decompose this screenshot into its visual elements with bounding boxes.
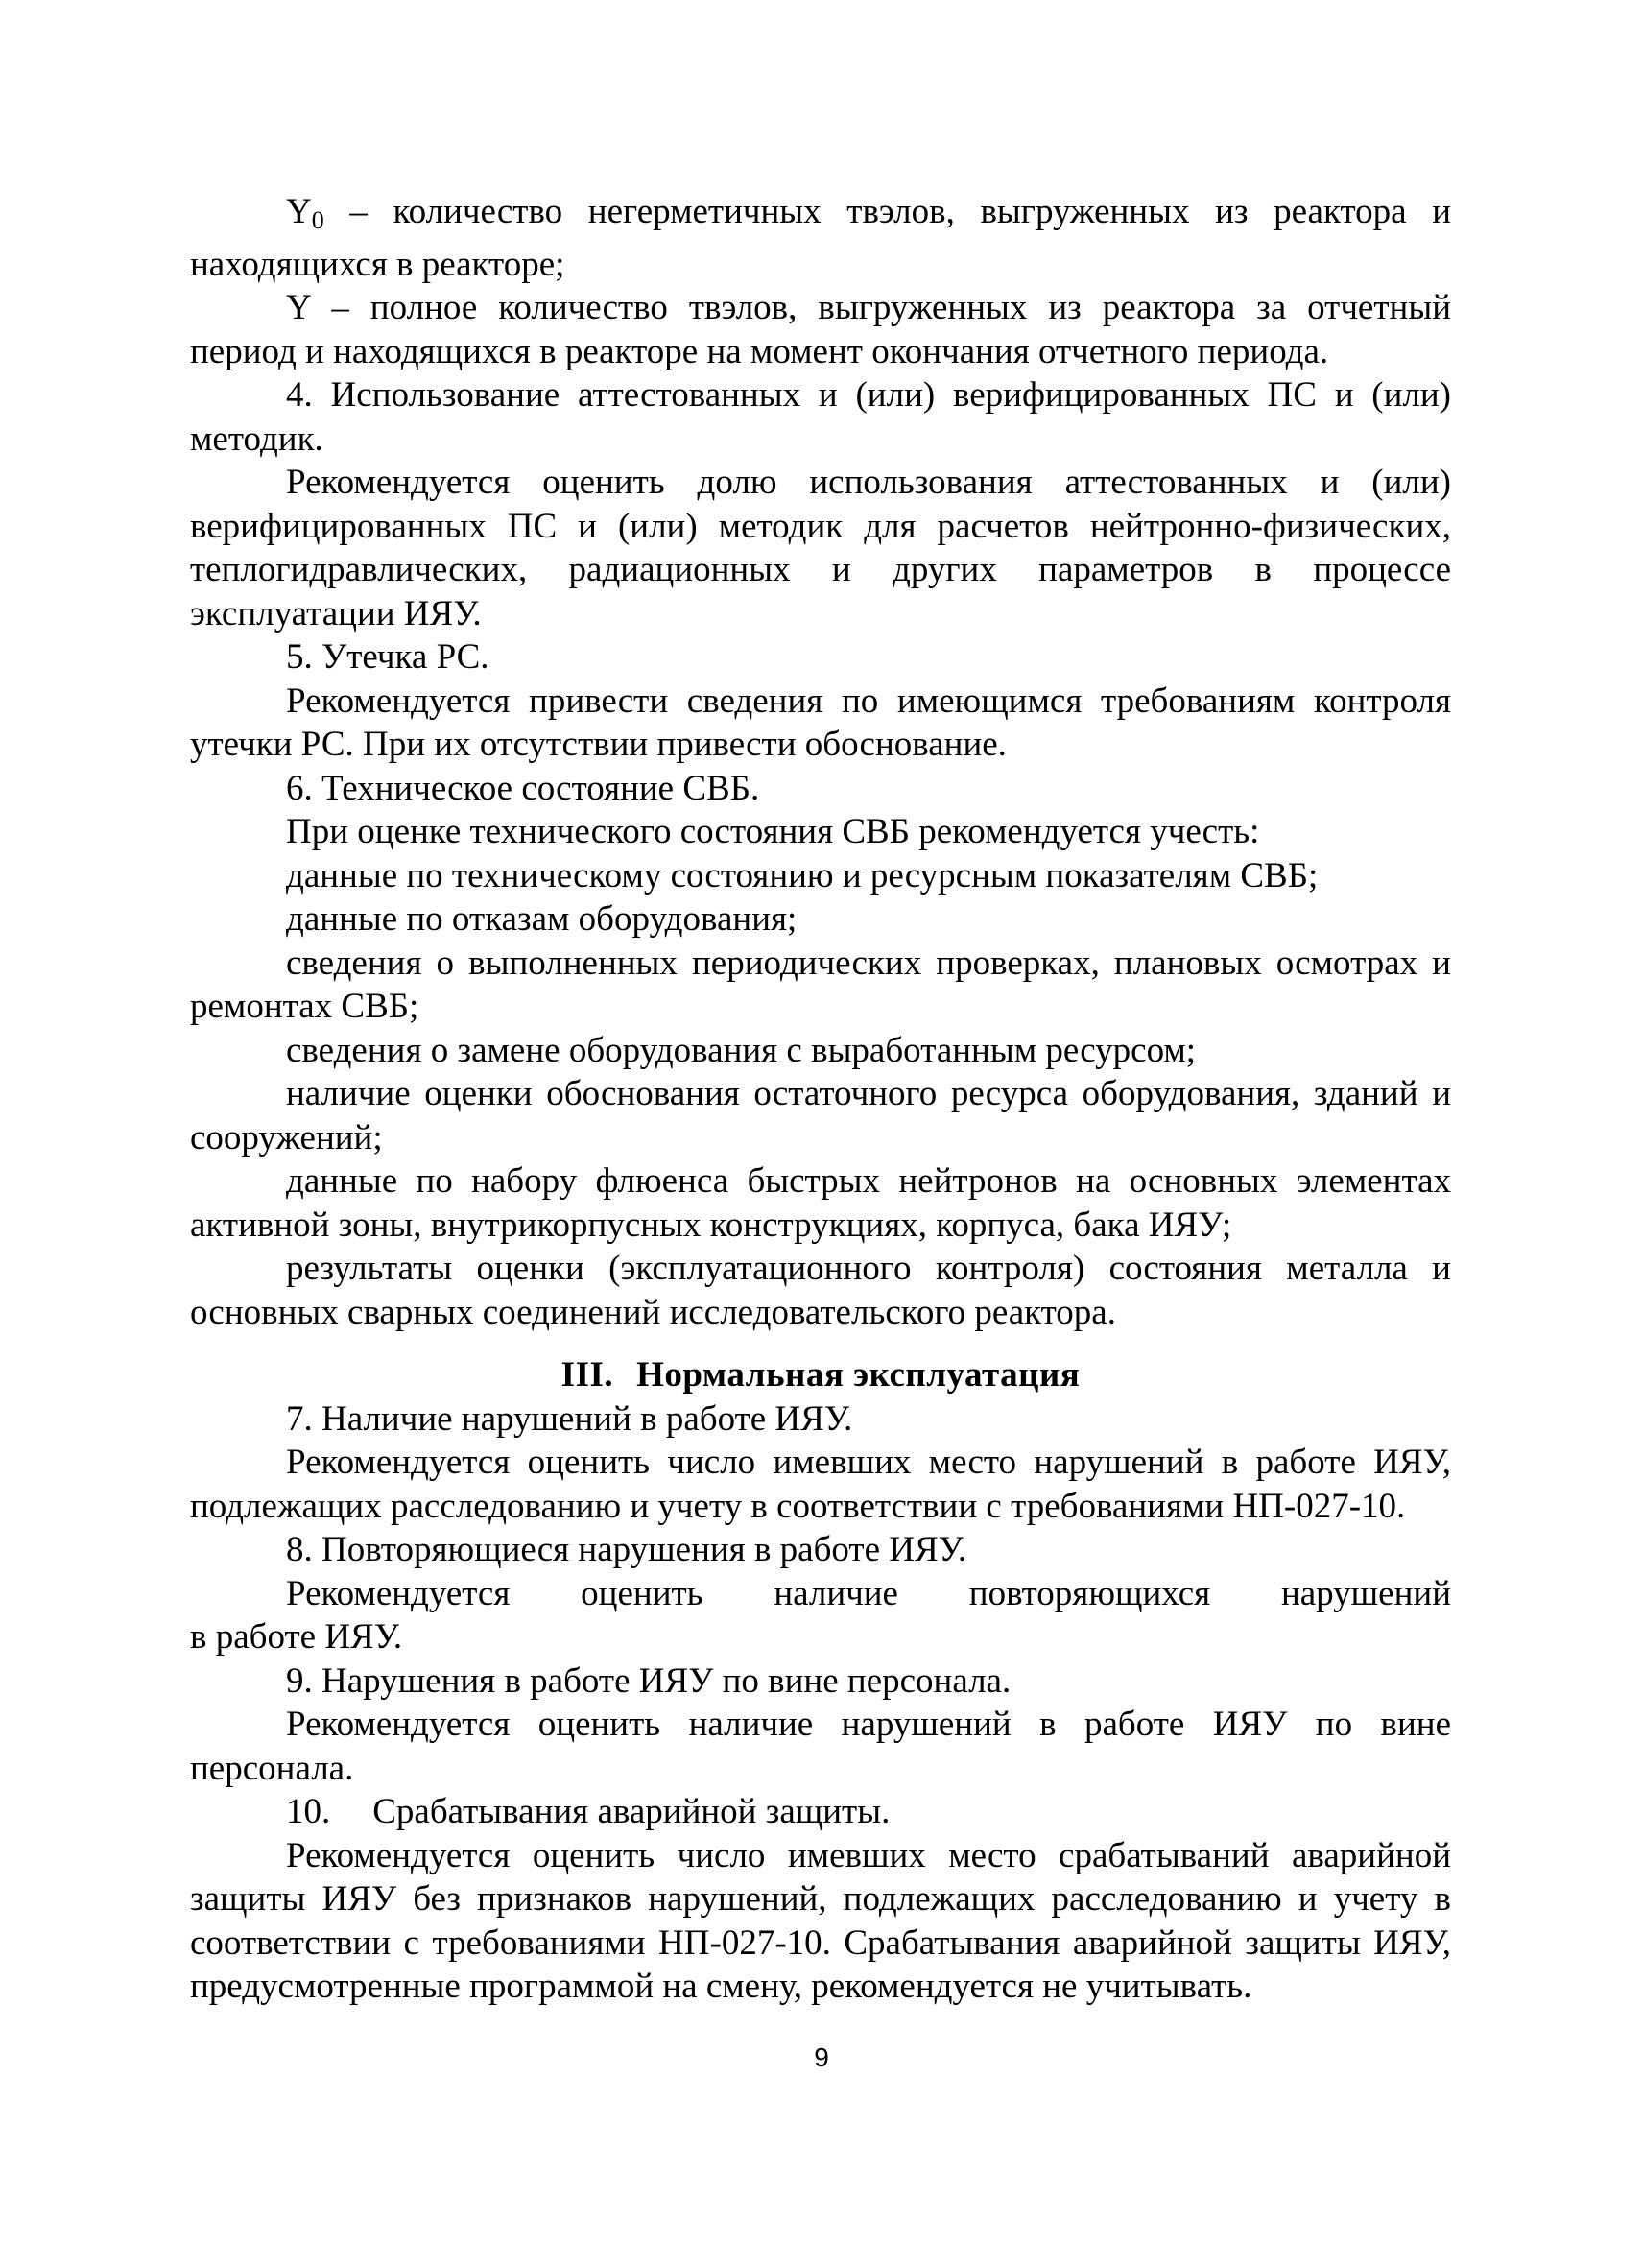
item-8-number: 8. — [286, 1530, 313, 1569]
item-4-text: Рекомендуется оценить долю использования аттестованных и (или) верифицированных ПС и (или) методик для расчетов нейтронно-физических, теплогидравлических, радиационных и других параметров в процессе эксплуатации ИЯУ. — [190, 463, 1451, 633]
item-8-title — [190, 1528, 1451, 1572]
item-6-list-item: данные по набору флюенса быстрых нейтронов на основных элементах активной зоны, внутрикорпусных конструкциях, корпуса, бака ИЯУ; — [190, 1161, 1451, 1245]
item-9-number: 9. — [286, 1660, 313, 1701]
item-6-list-item: данные по техническому состоянию и ресурсным показателям СВБ; — [286, 855, 1319, 895]
item-6-list-item: наличие оценки обоснования остаточного ресурса оборудования, зданий и сооружений; — [190, 1074, 1451, 1158]
item-10-title — [190, 1790, 1451, 1834]
y0-text: – количество негерметичных твэлов, выгруженных из реактора и находящихся в реакторе; — [190, 192, 1451, 284]
y0-symbol: Y — [286, 192, 312, 231]
item-9-text: Рекомендуется оценить наличие нарушений в работе ИЯУ по вине персонала. — [190, 1705, 1451, 1788]
item-8-title-text: Повторяющиеся нарушения в работе ИЯУ. — [321, 1530, 967, 1569]
y0-definition — [190, 190, 1451, 286]
section-3-number: III. — [560, 1355, 614, 1395]
item-7-title: 7. Наличие нарушений в работе ИЯУ. — [286, 1398, 853, 1439]
page-number: 9 — [814, 2042, 829, 2072]
y-definition: Y – полное количество твэлов, выгруженных из реактора за отчетный период и находящихся в реакторе на момент окончания отчетного периода. — [190, 288, 1451, 371]
item-6-title: 6. Техническое состояние СВБ. — [286, 768, 760, 808]
item-9-title-text: Нарушения в работе ИЯУ по вине персонала. — [321, 1660, 1012, 1701]
item-6-list-item: сведения о замене оборудования с выработанным ресурсом; — [286, 1030, 1197, 1070]
section-3-title: Нормальная эксплуатация — [636, 1355, 1081, 1395]
section-3-heading — [190, 1353, 1451, 1397]
item-6-list-item: результаты оценки (эксплуатационного контроля) состояния металла и основных сварных соединений исследовательского реактора. — [190, 1249, 1451, 1332]
item-5-title: 5. Утечка РС. — [286, 637, 489, 677]
item-10-number: 10. — [286, 1792, 331, 1831]
item-8-text-line-1: Рекомендуется оценить наличие повторяющихся нарушений — [286, 1573, 1451, 1613]
item-6-list-item: сведения о выполненных периодических проверках, плановых осмотрах и ремонтах СВБ; — [190, 943, 1451, 1026]
y0-subscript: 0 — [311, 206, 324, 234]
item-4-title: 4. Использование аттестованных и (или) верифицированных ПС и (или) методик. — [190, 375, 1451, 459]
item-10-text: Рекомендуется оценить число имевших место срабатываний аварийной защиты ИЯУ без признаков нарушений, подлежащих расследованию и учету в соответствии с требованиями НП-027-10. Срабатывания аварийной защиты ИЯУ, предусмотренные программой на смену, рекомендуется не учитывать. — [190, 1835, 1451, 2006]
item-6-list-item: данные по отказам оборудования; — [286, 899, 798, 939]
item-10-title-text: Срабатывания аварийной защиты. — [372, 1792, 891, 1831]
item-8-text-line-2: в работе ИЯУ. — [190, 1617, 403, 1657]
item-5-text: Рекомендуется привести сведения по имеющимся требованиям контроля утечки РС. При их отсутствии привести обоснование. — [190, 680, 1451, 764]
item-6-intro: При оценке технического состояния СВБ рекомендуется учесть: — [286, 812, 1260, 851]
page-body — [190, 190, 1451, 2009]
item-9-title — [190, 1659, 1451, 1704]
item-7-text: Рекомендуется оценить число имевших место нарушений в работе ИЯУ, подлежащих расследованию и учету в соответствии с требованиями НП-027-10. — [190, 1443, 1451, 1526]
